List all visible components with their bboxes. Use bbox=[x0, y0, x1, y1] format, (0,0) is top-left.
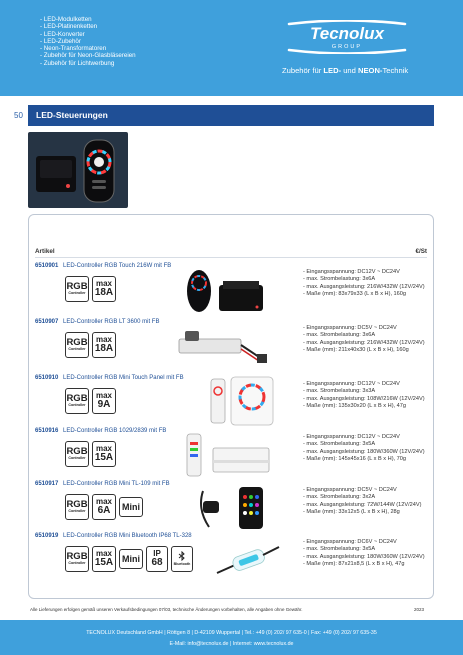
article-number: 6510916 bbox=[35, 428, 59, 434]
product-row-6510910 bbox=[35, 375, 427, 432]
product-table bbox=[28, 214, 434, 599]
badge-group bbox=[65, 494, 143, 520]
rgb-controller-badge: RGB Controller bbox=[65, 546, 89, 572]
section-title: LED-Steuerungen bbox=[36, 110, 108, 120]
product-image bbox=[207, 373, 277, 429]
badge-group bbox=[65, 441, 116, 467]
product-image bbox=[173, 327, 269, 367]
max-current-badge: max 9A bbox=[92, 388, 116, 414]
spec-list: - Eingangsspannung: DC5V ~ DC24V - max. Strombelastung: 3x2A - max. Ausgangsleistung: 72W/144W (12V/24V) - Maße (mm): 33x12x5 (L x B x H), 28g bbox=[303, 487, 443, 516]
category-item: - Neon-Transformatoren bbox=[40, 45, 136, 52]
rgb-controller-badge: RGB Controller bbox=[65, 388, 89, 414]
rgb-controller-badge: RGB Controller bbox=[65, 494, 89, 520]
column-header-article: Artikel bbox=[35, 248, 55, 255]
spec-list: - Eingangsspannung: DC12V ~ DC24V - max. Strombelastung: 3x3A - max. Ausgangsleistung: 108W/216W (12V/24V) - Maße (mm): 135x30x20 (L x B x H), 47g bbox=[303, 381, 443, 410]
bluetooth-icon bbox=[178, 551, 186, 561]
page-footer bbox=[0, 620, 463, 655]
product-name: LED-Controller RGB LT 3600 mit FB bbox=[63, 319, 160, 325]
column-header-price: €/St bbox=[415, 248, 427, 255]
product-row-6510916 bbox=[35, 428, 427, 485]
article-number: 6510907 bbox=[35, 319, 59, 325]
article-number: 6510901 bbox=[35, 263, 59, 269]
product-row-6510917 bbox=[35, 481, 427, 538]
product-row-6510907 bbox=[35, 319, 427, 376]
category-item: - Zubehör für Lichtwerbung bbox=[40, 60, 136, 67]
tecnolux-logo bbox=[283, 20, 411, 54]
product-image bbox=[183, 267, 271, 315]
svg-text:GROUP: GROUP bbox=[331, 44, 363, 50]
max-current-badge: max 18A bbox=[92, 276, 116, 302]
category-item: - LED-Modulketten bbox=[40, 16, 136, 23]
svg-text:Tecnolux: Tecnolux bbox=[310, 24, 384, 43]
rgb-controller-badge: RGB Controller bbox=[65, 332, 89, 358]
category-item: - LED-Zubehör bbox=[40, 38, 136, 45]
max-current-badge: max 15A bbox=[92, 441, 116, 467]
spec-list: - Eingangsspannung: DC12V ~ DC24V - max. Strombelastung: 3x5A - max. Ausgangsleistung: 180W/360W (12V/24V) - Maße (mm): 145x45x16 (L x B x H), 70g bbox=[303, 434, 443, 463]
product-image bbox=[213, 537, 283, 585]
category-item: - LED-Konverter bbox=[40, 31, 136, 38]
rgb-controller-badge: RGB Controller bbox=[65, 441, 89, 467]
article-number: 6510910 bbox=[35, 375, 59, 381]
header-divider bbox=[35, 257, 427, 258]
spec-list: - Eingangsspannung: DC5V ~ DC24V - max. Strombelastung: 3x6A - max. Ausgangsleistung: 216W/432W (12V/24V) - Maße (mm): 211x40x30 (L x B x H), 160g bbox=[303, 325, 443, 354]
badge-group bbox=[65, 276, 116, 302]
rgb-controller-badge: RGB Controller bbox=[65, 276, 89, 302]
product-name: LED-Controller RGB Mini Touch Panel mit FB bbox=[63, 375, 184, 381]
badge-group bbox=[65, 546, 193, 572]
company-tagline: Zubehör für LED- und NEON-Technik bbox=[282, 66, 409, 75]
max-current-badge: max 15A bbox=[92, 546, 116, 572]
badge-group bbox=[65, 332, 116, 358]
product-name: LED-Controller RGB Mini Bluetooth IP68 TL-328 bbox=[63, 533, 192, 539]
mini-badge: Mini bbox=[119, 549, 143, 569]
page-number: 50 bbox=[14, 111, 23, 120]
product-name: LED-Controller RGB Touch 216W mit FB bbox=[63, 263, 172, 269]
product-image bbox=[195, 483, 275, 533]
max-current-badge: max 18A bbox=[92, 332, 116, 358]
article-number: 6510917 bbox=[35, 481, 59, 487]
product-name: LED-Controller RGB Mini TL-109 mit FB bbox=[63, 481, 170, 487]
product-name: LED-Controller RGB 1029/2839 mit FB bbox=[63, 428, 167, 434]
bluetooth-badge: Bluetooth bbox=[171, 546, 193, 572]
mini-badge: Mini bbox=[119, 497, 143, 517]
spec-list: - Eingangsspannung: DC6V ~ DC24V - max. Strombelastung: 3x5A - max. Ausgangsleistung: 180W/360W (12V/24V) - Maße (mm): 87x21x8,5 (L x B x H), 47g bbox=[303, 539, 443, 568]
category-item: - Zubehör für Neon-Glasbläsereien bbox=[40, 52, 136, 59]
product-row-6510919 bbox=[35, 533, 427, 590]
product-row-6510901 bbox=[35, 263, 427, 320]
product-image bbox=[183, 432, 273, 480]
article-number: 6510919 bbox=[35, 533, 59, 539]
max-current-badge: max 6A bbox=[92, 494, 116, 520]
footer-address: TECNOLUX Deutschland GmbH | Röttgen 8 | D-42109 Wuppertal | Tel.: +49 (0) 202/ 97 635-0 | Fax: +49 (0) 202/ 97 635-35 bbox=[86, 630, 377, 636]
legal-disclaimer: Alle Lieferungen erfolgen gemäß unseren Verkaufsbedingungen 07/03, technische Änderungen vorbehalten, alle Angaben ohne Gewähr. bbox=[30, 607, 303, 612]
hero-product-photo bbox=[28, 132, 128, 208]
catalog-year: 2023 bbox=[414, 607, 425, 612]
spec-list: - Eingangsspannung: DC12V ~ DC24V - max. Strombelastung: 3x6A - max. Ausgangsleistung: 216W/432W (12V/24V) - Maße (mm): 83x79x33 (L x B x H), 160g bbox=[303, 269, 443, 298]
category-list bbox=[40, 16, 136, 67]
ip-rating-badge: IP 68 bbox=[146, 546, 168, 572]
badge-group bbox=[65, 388, 116, 414]
footer-contact: E-Mail: info@tecnolux.de | Internet: www.tecnolux.de bbox=[169, 641, 294, 647]
category-item: - LED-Platinenketten bbox=[40, 23, 136, 30]
